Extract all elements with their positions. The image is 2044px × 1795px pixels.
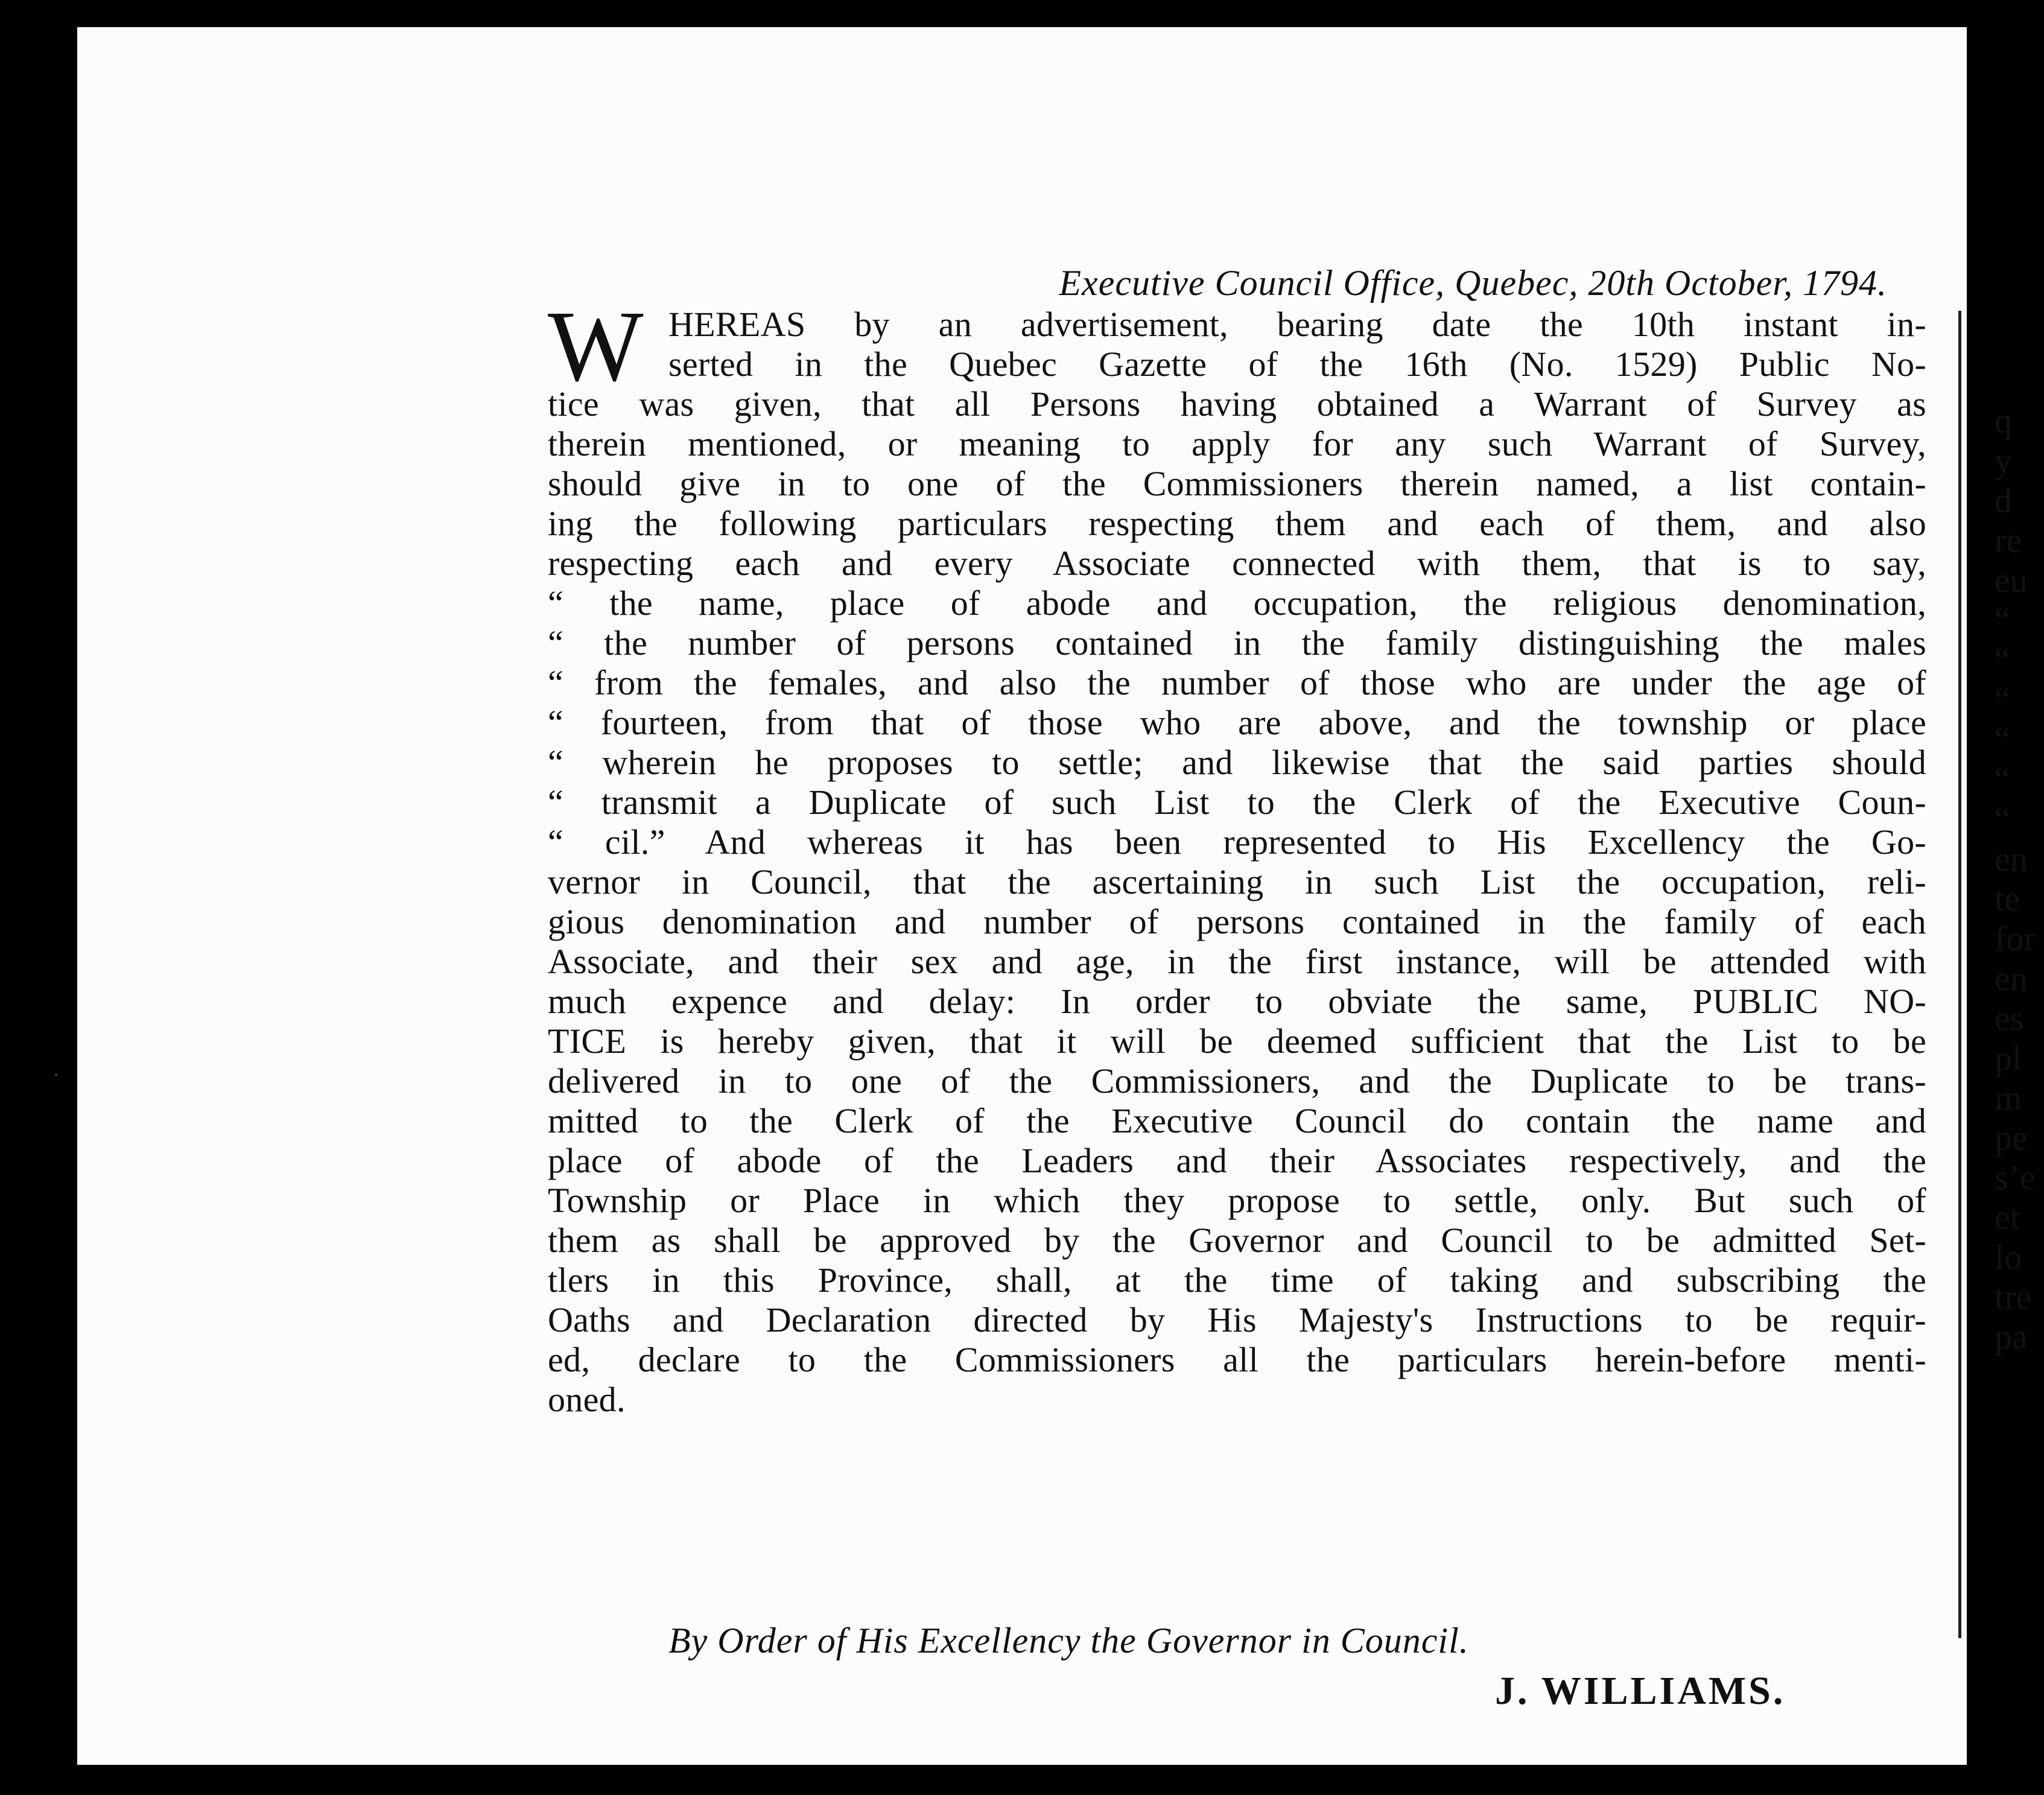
text-line: Township or Place in which they propose to settle, only. But such of [548,1181,1926,1220]
fragment: eu [1995,561,2028,600]
text-line: respecting each and every Associate connected with them, that is to say, [548,544,1926,583]
signature: J. WILLIAMS. [1495,1669,1786,1713]
text-line: Oaths and Declaration directed by His Majesty's Instructions to be requir- [548,1300,1926,1339]
fragment: pa [1995,1317,2028,1356]
notice-body [548,290,1926,1795]
fragment: et [1995,1198,2020,1237]
fragment: pe [1995,1118,2028,1157]
text-line: them as shall be approved by the Governor and Council to be admitted Set- [548,1221,1926,1260]
text-line: mitted to the Clerk of the Executive Council do contain the name and [548,1101,1926,1140]
text-line: “ the name, place of abode and occupation, the religious denomination, [548,583,1926,623]
fragment: “ [1995,760,2010,799]
text-line: should give in to one of the Commissioners therein named, a list contain- [548,464,1926,503]
text-line: “ wherein he proposes to settle; and likewise that the said parties should [548,743,1926,782]
fragment: “ [1995,720,2010,759]
fragment: es [1995,999,2024,1038]
text-line: vernor in Council, that the ascertaining in such List the occupation, reli- [548,862,1926,901]
fragment: en [1995,959,2028,998]
text-line: tlers in this Province, shall, at the time of taking and subscribing the [548,1260,1926,1300]
fragment: for [1995,919,2036,958]
text-line: ed, declare to the Commissioners all the particulars herein-before menti- [548,1340,1926,1379]
newspaper-page [53,27,2036,1765]
text-line: serted in the Quebec Gazette of the 16th (No. 1529) Public No- [668,345,1926,384]
text-line: Associate, and their sex and age, in the first instance, will be attended with [548,942,1926,981]
text-line: “ from the females, and also the number of those who are under the age of [548,663,1926,702]
fragment: “ [1995,600,2010,640]
fragment: d [1995,481,2012,520]
fragment: tre [1995,1277,2032,1317]
text-line: TICE is hereby given, that it will be deemed sufficient that the List to be [548,1021,1926,1061]
fragment: lo [1995,1237,2022,1277]
fragment: q [1995,401,2012,440]
fragment: y [1995,441,2012,480]
fragment: en [1995,839,2028,878]
text-line: “ fourteen, from that of those who are above, and the township or place [548,703,1926,742]
fragment: pl [1995,1038,2022,1078]
fragment: “ [1995,799,2010,839]
fragment: re [1995,521,2022,560]
text-line: HEREAS by an advertisement, bearing date the 10th instant in- [668,305,1926,344]
drop-cap: W [548,290,644,402]
text-line: ing the following particulars respecting them and each of them, and also [548,504,1926,543]
text-line: much expence and delay: In order to obviate the same, PUBLIC NO- [548,982,1926,1021]
fragment: s’e [1995,1158,2036,1197]
ink-speck: · [53,1065,59,1085]
signoff: By Order of His Excellency the Governor in Council. [668,1621,1469,1660]
text-line: oned. [548,1380,626,1419]
dateline: Executive Council Office, Quebec, 20th October, 1794. [1059,263,1887,303]
text-line: “ transmit a Duplicate of such List to the Clerk of the Executive Coun- [548,783,1926,822]
text-line: tice was given, that all Persons having obtained a Warrant of Survey as [548,384,1926,424]
fragment: “ [1995,680,2010,719]
fragment: te [1995,879,2020,918]
text-line: delivered in to one of the Commissioners, and the Duplicate to be trans- [548,1061,1926,1101]
column-rule [1958,311,1961,1638]
text-line: “ the number of persons contained in the family distinguishing the males [548,623,1926,662]
fragment: “ [1995,640,2010,679]
text-line: place of abode of the Leaders and their Associates respectively, and the [548,1141,1926,1180]
adjacent-column [1995,401,2044,1357]
text-line: “ cil.” And whereas it has been represented to His Excellency the Go- [548,822,1926,862]
fragment: m [1995,1078,2022,1117]
text-line: therein mentioned, or meaning to apply for any such Warrant of Survey, [548,424,1926,463]
text-line: gious denomination and number of persons contained in the family of each [548,902,1926,941]
